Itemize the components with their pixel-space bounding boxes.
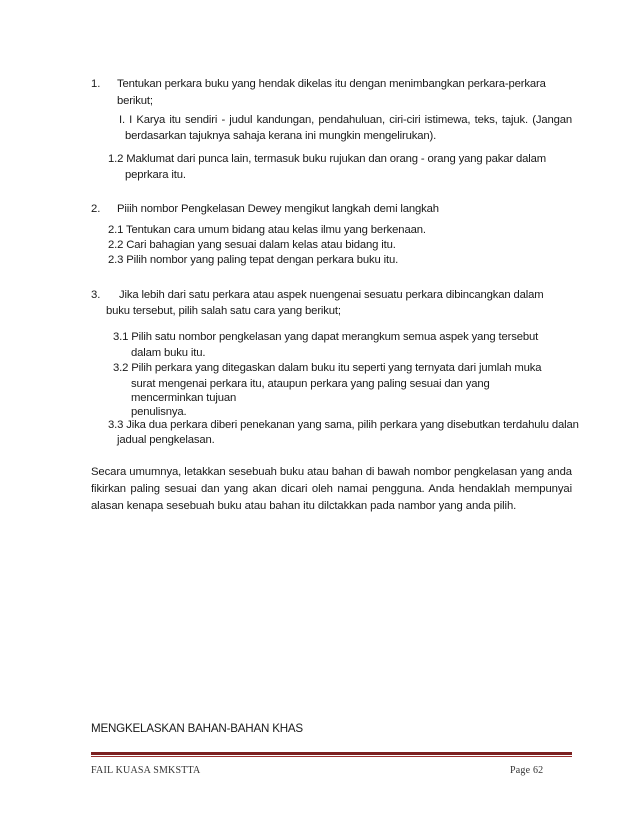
item-3-sub-2-line-3: mencerminkan tujuan xyxy=(131,392,237,404)
footer-rule-thick xyxy=(91,752,572,755)
item-3-line-1: Jika lebih dari satu perkara atau aspek nuengenai sesuatu perkara dibincangkan dalam xyxy=(119,289,544,301)
item-1-line-1: Tentukan perkara buku yang hendak dikelas itu dengan menimbangkan perkara-perkara xyxy=(117,78,546,90)
item-1-number: 1. xyxy=(91,78,101,90)
item-1-sub-2-line-2: peprkara itu. xyxy=(125,169,186,181)
item-3-line-2: buku tersebut, pilih salah satu cara yang berikut; xyxy=(106,305,341,317)
item-3-sub-2-line-1: 3.2 Pilih perkara yang ditegaskan dalam buku itu seperti yang ternyata dari jumlah muka xyxy=(113,362,542,374)
item-3-number: 3. xyxy=(91,289,101,301)
item-2-sub-1: 2.1 Tentukan cara umum bidang atau kelas ilmu yang berkenaan. xyxy=(108,224,426,236)
section-heading: MENGKELASKAN BAHAN-BAHAN KHAS xyxy=(91,722,303,735)
item-3-sub-1-line-2: dalam buku itu. xyxy=(131,347,206,359)
item-2-number: 2. xyxy=(91,203,101,215)
item-3-sub-3-line-2: jadual pengkelasan. xyxy=(117,434,215,446)
item-3-sub-2-line-4: penulisnya. xyxy=(131,406,187,418)
footer-page-number: Page 62 xyxy=(510,765,544,776)
item-1-line-2: berikut; xyxy=(117,95,153,107)
footer-rule-thin xyxy=(91,756,572,757)
item-1-sub-1-line-2: berdasarkan tajuknya sahaja kerana ini mungkin mengelirukan). xyxy=(125,130,437,142)
item-3-sub-3-line-1: 3.3 Jika dua perkara diberi penekanan yang sama, pilih perkara yang disebutkan terdahulu dalan xyxy=(108,419,579,431)
item-2-line-1: Piiih nombor Pengkelasan Dewey mengikut langkah demi langkah xyxy=(117,203,439,215)
item-1-sub-2-line-1: 1.2 Maklumat dari punca lain, termasuk buku rujukan dan orang - orang yang pakar dalam xyxy=(108,153,546,165)
item-1-sub-1-line-1: I. I Karya itu sendiri - judul kandungan, pendahuluan, ciri-ciri istimewa, teks, tajuk. (Jangan xyxy=(119,114,572,126)
item-3-sub-1-line-1: 3.1 Pilih satu nombor pengkelasan yang dapat merangkum semua aspek yang tersebut xyxy=(113,331,539,343)
footer-left-text: FAIL KUASA SMKSTTA xyxy=(91,765,201,776)
summary-paragraph: Secara umumnya, letakkan sesebuah buku atau bahan di bawah nombor pengkelasan yang anda fikirkan paling sesuai dan yang akan dicari oleh namai pengguna. Anda hendaklah mempunyai alasan kenapa sesebuah buku atau bahan itu dilctakkan pada nambor yang anda pilih. xyxy=(91,466,572,512)
item-3-sub-2-line-2: surat mengenai perkara itu, ataupun perkara yang paling sesuai dan yang xyxy=(131,378,490,390)
item-2-sub-3: 2.3 Pilih nombor yang paling tepat dengan perkara buku itu. xyxy=(108,254,399,266)
item-2-sub-2: 2.2 Cari bahagian yang sesuai dalam kelas atau bidang itu. xyxy=(108,239,396,251)
